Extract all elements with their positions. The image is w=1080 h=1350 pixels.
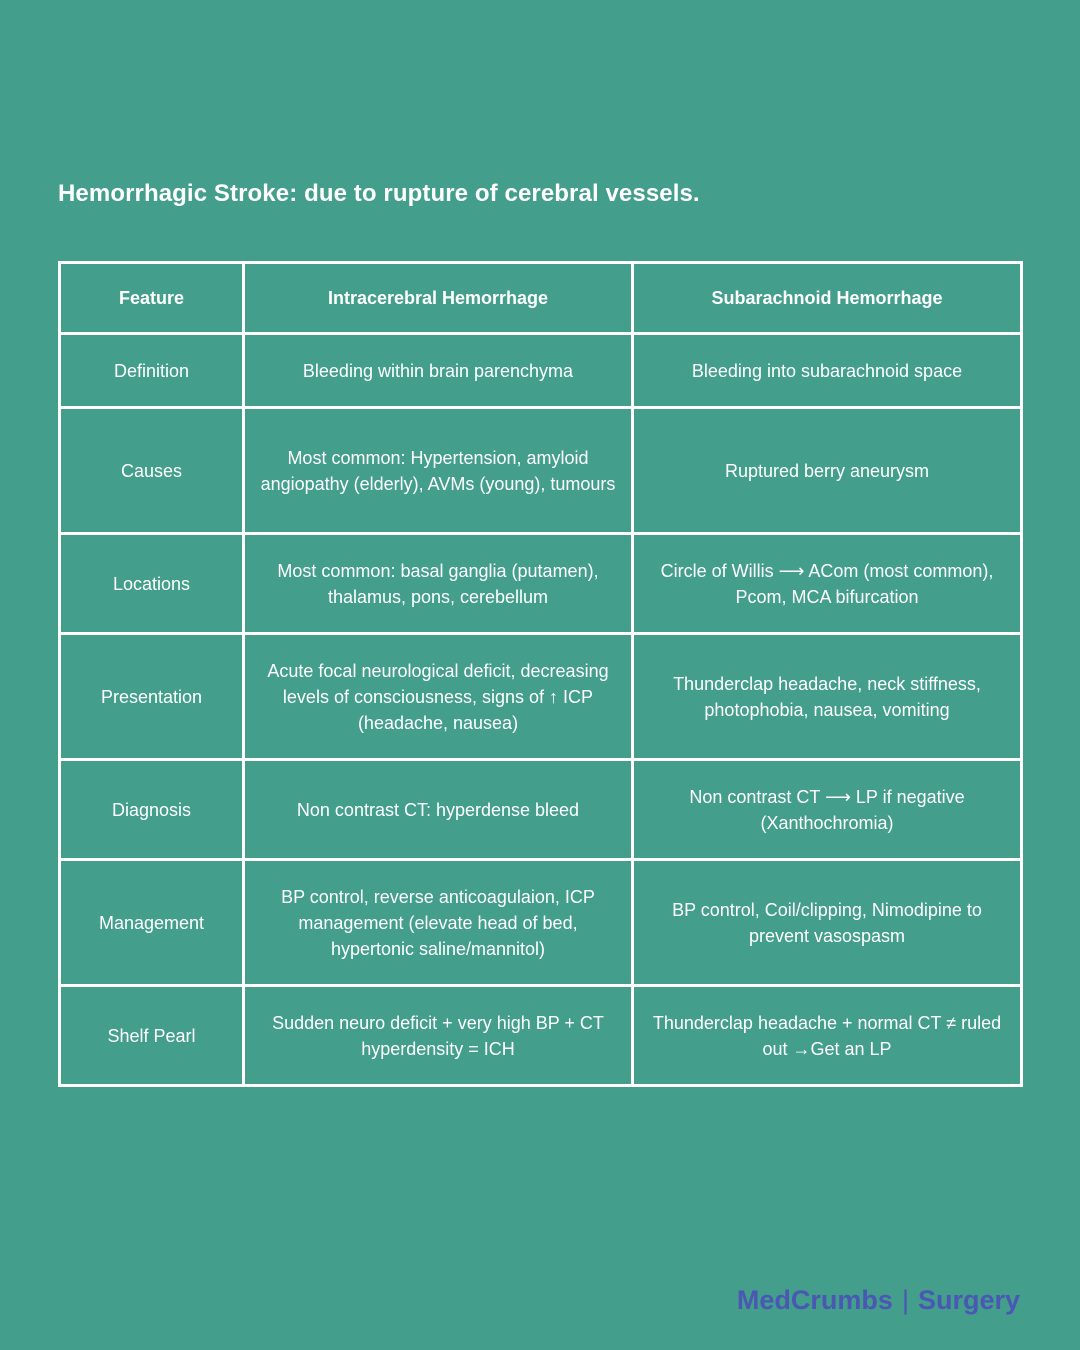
row-label-shelf-pearl: Shelf Pearl bbox=[60, 986, 244, 1086]
row-label-definition: Definition bbox=[60, 334, 244, 408]
brand-name: MedCrumbs bbox=[736, 1285, 893, 1315]
header-feature: Feature bbox=[60, 263, 244, 334]
table-row bbox=[60, 634, 1022, 760]
header-intracerebral-hemorrhage: Intracerebral Hemorrhage bbox=[244, 263, 633, 334]
brand-section: Surgery bbox=[917, 1285, 1020, 1315]
table-cell: Most common: Hypertension, amyloid angiopathy (elderly), AVMs (young), tumours bbox=[244, 408, 633, 534]
table-cell: Circle of Willis ⟶ ACom (most common), Pcom, MCA bifurcation bbox=[633, 534, 1022, 634]
row-label-management: Management bbox=[60, 860, 244, 986]
table-row bbox=[60, 986, 1022, 1086]
brand-separator: | bbox=[901, 1285, 909, 1315]
row-label-diagnosis: Diagnosis bbox=[60, 760, 244, 860]
table-row bbox=[60, 760, 1022, 860]
table-cell: Ruptured berry aneurysm bbox=[633, 408, 1022, 534]
brand-footer bbox=[737, 1282, 1020, 1318]
table-cell: Sudden neuro deficit + very high BP + CT hyperdensity = ICH bbox=[244, 986, 633, 1086]
header-subarachnoid-hemorrhage: Subarachnoid Hemorrhage bbox=[633, 263, 1022, 334]
table-cell: Bleeding into subarachnoid space bbox=[633, 334, 1022, 408]
row-label-causes: Causes bbox=[60, 408, 244, 534]
row-label-locations: Locations bbox=[60, 534, 244, 634]
table-cell: Most common: basal ganglia (putamen), thalamus, pons, cerebellum bbox=[244, 534, 633, 634]
table-cell: Acute focal neurological deficit, decreasing levels of consciousness, signs of ↑ ICP (headache, nausea) bbox=[244, 634, 633, 760]
table-row bbox=[60, 534, 1022, 634]
table-cell: Non contrast CT ⟶ LP if negative (Xanthochromia) bbox=[633, 760, 1022, 860]
table-cell: Thunderclap headache, neck stiffness, photophobia, nausea, vomiting bbox=[633, 634, 1022, 760]
table-cell: Non contrast CT: hyperdense bleed bbox=[244, 760, 633, 860]
comparison-table bbox=[58, 261, 1023, 1087]
page-title: Hemorrhagic Stroke: due to rupture of cerebral vessels. bbox=[58, 180, 700, 207]
table-row bbox=[60, 408, 1022, 534]
table-cell: Thunderclap headache + normal CT ≠ ruled out →Get an LP bbox=[633, 986, 1022, 1086]
table-row bbox=[60, 860, 1022, 986]
row-label-presentation: Presentation bbox=[60, 634, 244, 760]
table-cell: BP control, reverse anticoagulaion, ICP management (elevate head of bed, hypertonic saline/mannitol) bbox=[244, 860, 633, 986]
table-cell: Bleeding within brain parenchyma bbox=[244, 334, 633, 408]
table-cell: BP control, Coil/clipping, Nimodipine to prevent vasospasm bbox=[633, 860, 1022, 986]
table-row bbox=[60, 334, 1022, 408]
table-header-row bbox=[60, 263, 1022, 334]
